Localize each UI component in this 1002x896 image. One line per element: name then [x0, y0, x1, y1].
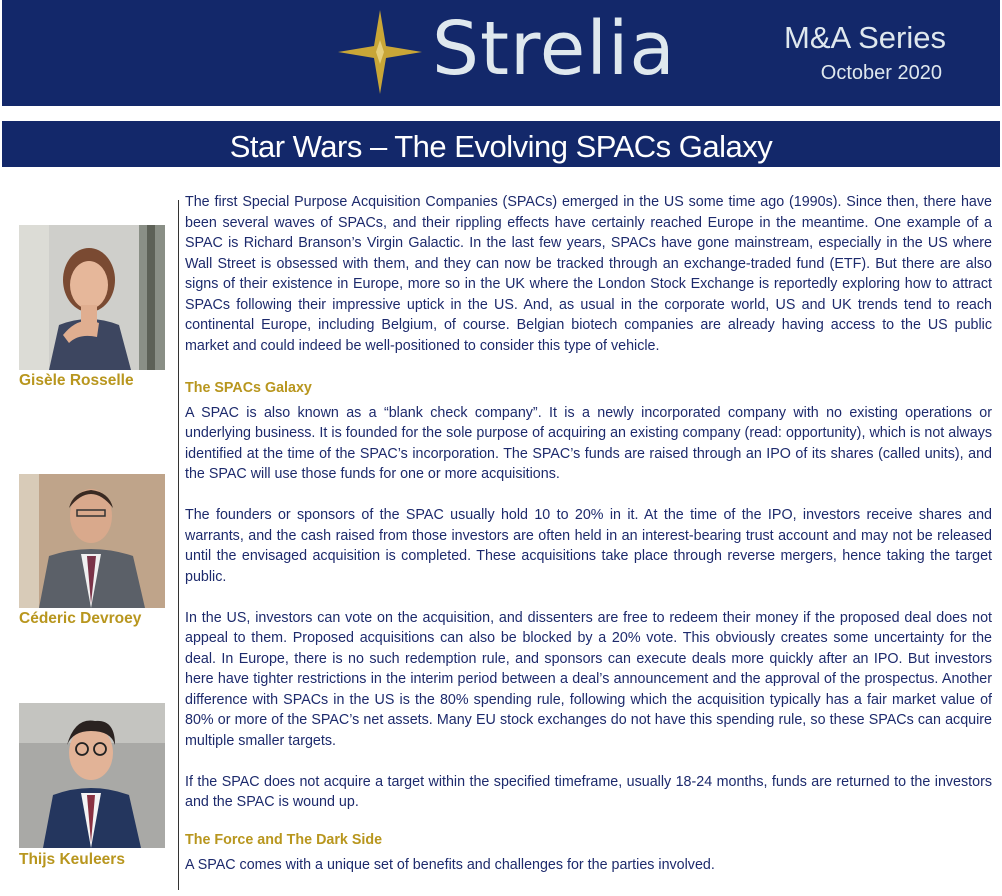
- series-label: M&A Series: [784, 20, 946, 55]
- author-photo-rosselle: [19, 225, 165, 370]
- body-paragraph: The founders or sponsors of the SPAC usually hold 10 to 20% in it. At the time of the IPO, investors receive shares and warrants, and the cash raised from those investors are often held in an interest-bearing trust account and may not be released until the envisaged acquisition is completed. These acquisitions take place through reverse mergers, hence taking the target public.: [185, 507, 992, 585]
- body-paragraph: In the US, investors can vote on the acquisition, and dissenters are free to redeem their money if the proposed deal does not appeal to them. Proposed acquisitions can also be blocked by a 20% vote. This obviously creates some uncertainty for the deal. In Europe, there is no such redemption rule, and sponsors can execute deals more quickly after an IPO. But investors here have tighter restrictions in the interim period between a deal’s announcement and the approval of the prospectus. Another difference with SPACs in the US is the 80% spending rule, following which the acquisition typically has a fair market value of 80% or more of the SPAC’s net assets. Many EU stock exchanges do not have this spending rule, so these SPACs can acquire multiple smaller targets.: [185, 609, 992, 749]
- portrait-image: [19, 703, 165, 848]
- article-title: Star Wars – The Evolving SPACs Galaxy: [229, 129, 773, 164]
- section-heading: The SPACs Galaxy: [185, 379, 312, 396]
- portrait-image: [19, 225, 165, 370]
- author-name: Thijs Keuleers: [19, 851, 125, 868]
- author-photo-devroey: [19, 474, 165, 608]
- star-logo-icon: [338, 10, 422, 94]
- author-name: Céderic Devroey: [19, 610, 142, 627]
- body-paragraph: If the SPAC does not acquire a target within the specified timeframe, usually 18-24 months, funds are returned to the investors and the SPAC is wound up.: [185, 773, 992, 810]
- body-paragraph: A SPAC comes with a unique set of benefits and challenges for the parties involved.: [185, 856, 715, 873]
- author-name: Gisèle Rosselle: [19, 372, 134, 389]
- author-photo-keuleers: [19, 703, 165, 848]
- masthead: [2, 0, 1000, 106]
- issue-date: October 2020: [820, 62, 942, 84]
- intro-paragraph: The first Special Purpose Acquisition Companies (SPACs) emerged in the US some time ago (1990s). Since then, there have been several waves of SPACs, and their rippling effects have certainly reached Europe in the meantime. One example of a SPAC is Richard Branson’s Virgin Galactic. In the last few years, SPACs have gone mainstream, especially in the US where Wall Street is obsessed with them, and they can now be tracked through an exchange-traded fund (ETF). But there are also signs of their existence in Europe, more so in the UK where the London Stock Exchange is reportedly exploring how to attract SPACs following their impressive uptick in the US. And, as usual in the corporate world, US and UK trends tend to reach continental Europe, including Belgium, of course. Belgian biotech companies are already having access to the US public market and could indeed be well-positioned to consider this type of vehicle.: [185, 194, 992, 354]
- section-heading: The Force and The Dark Side: [185, 831, 383, 848]
- brand-name: Strelia: [432, 6, 676, 92]
- article-body: [185, 192, 992, 896]
- body-paragraph: A SPAC is also known as a “blank check company”. It is a newly incorporated company with no existing operations or underlying business. It is founded for the sole purpose of acquiring an existing company (read: opportunity), which is not always identified at the time of the SPAC’s incorporation. The SPAC’s funds are raised through an IPO of its shares (called units), and the SPAC will use those funds for one or more acquisitions.: [185, 404, 992, 482]
- portrait-image: [19, 474, 165, 608]
- column-divider: [178, 200, 179, 890]
- title-bar: [2, 121, 1000, 167]
